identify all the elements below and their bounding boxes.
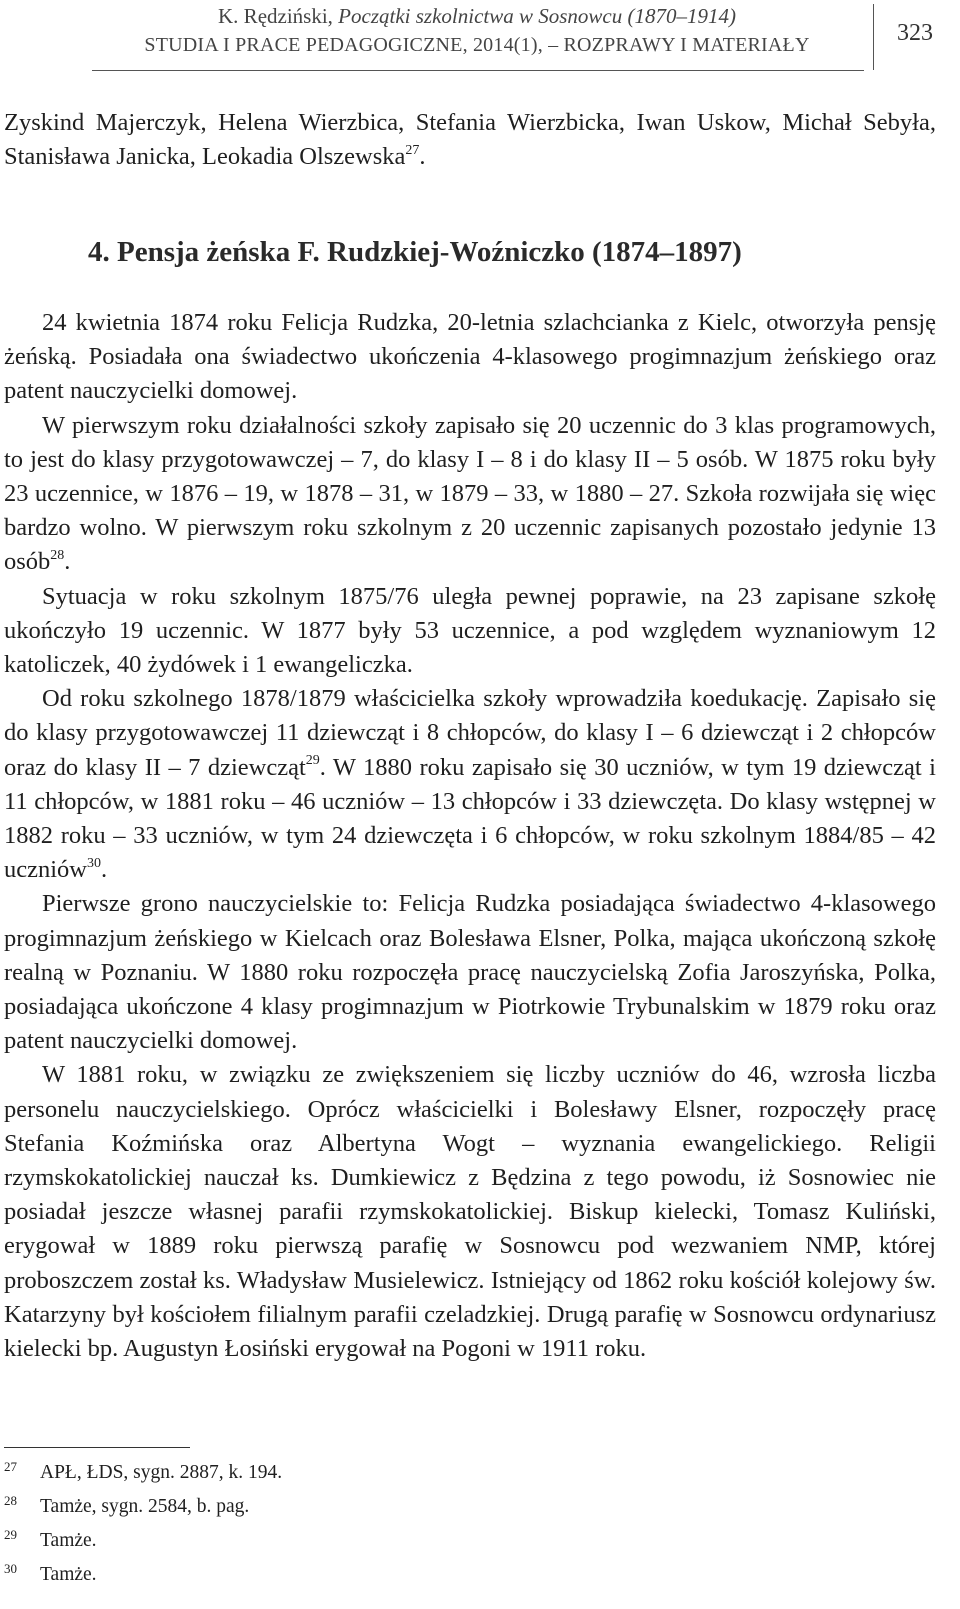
footnote-text: Tamże.: [40, 1530, 97, 1551]
paragraph-6: W 1881 roku, w związku ze zwiększeniem się liczby uczniów do 46, wzrosła liczba personelu nauczycielskiego. Oprócz właścicielki i Bolesławy Elsner, rozpoczęły pracę Stefania Koźmińska oraz Albertyna Wogt – wyznania ewangelickiego. Religii rzymskokatolickiej nauczał ks. Dumkiewicz z Będzina z tego powodu, iż Sosnowiec nie posiadał jeszcze własnej parafii rzymskokatolickiej. Biskup kielecki, Tomasz Kuliński, erygował w 1889 roku pierwszą parafię w Sosnowcu pod wezwaniem NMP, której proboszczem został ks. Władysław Musielewicz. Istniejący od 1862 roku kościół kolejowy św. Katarzyny był kościołem filialnym parafii czeladzkiej. Drugą parafię w Sosnowcu ordynariusz kielecki bp. Augustyn Łosiński erygował na Pogoni w 1911 roku.: [4, 1061, 936, 1363]
header-text: [92, 2, 862, 60]
footnote-ref-29[interactable]: 29: [305, 753, 320, 769]
paragraph-2-tail: .: [64, 548, 71, 576]
footnotes: [4, 1456, 904, 1592]
header-article-title: Początki szkolnictwa w Sosnowcu (1870–1914): [338, 4, 736, 28]
footnote-ref-28[interactable]: 28: [50, 548, 65, 564]
footnote-text: Tamże, sygn. 2584, b. pag.: [40, 1496, 250, 1517]
footnote-ref-27[interactable]: 27: [405, 143, 420, 159]
footnote-item: [4, 1490, 904, 1524]
header-rule: [92, 70, 864, 71]
footnote-number: 28: [4, 1493, 17, 1508]
paragraph-4: [4, 682, 936, 887]
paragraph-2-text: W pierwszym roku działalności szkoły zapisało się 20 uczennic do 3 klas programowych, to jest do klasy przygotowawczej – 7, do klasy I – 8 i do klasy II – 5 osób. W 1875 roku były 23 uczennice, w 1876 – 19, w 1878 – 31, w 1879 – 33, w 1880 – 27. Szkoła rozwijała się więc bardzo wolno. W pierwszym roku szkolnym z 20 uczennic zapisanych pozostało jedynie 13 osób: [4, 411, 936, 576]
footnote-item: [4, 1524, 904, 1558]
footnote-text: APŁ, ŁDS, sygn. 2887, k. 194.: [40, 1462, 283, 1483]
paragraph-4-text-b: . W 1880 roku zapisało się 30 uczniów, w tym 19 dziewcząt i 11 chłopców, w 1881 roku – 46 uczniów – 13 chłopców i 33 dziewczęta. Do klasy wstępnej w 1882 roku – 33 uczniów, w tym 24 dziewczęta i 6 chłopców, w roku szkolnym 1884/85 – 42 uczniów: [4, 753, 936, 884]
paragraph-3: Sytuacja w roku szkolnym 1875/76 uległa pewnej poprawie, na 23 zapisane szkołę ukończyło 19 uczennic. W 1877 były 53 uczennice, a pod względem wyznaniowym 12 katoliczek, 40 żydówek i 1 ewangeliczka.: [4, 582, 936, 679]
intro-text: Zyskind Majerczyk, Helena Wierzbica, Stefania Wierzbicka, Iwan Uskow, Michał Sebyła, Stanisława Janicka, Leokadia Olszewska: [4, 109, 936, 171]
section-body: [4, 306, 936, 1366]
header-vertical-rule: [873, 4, 874, 70]
paragraph-2: [4, 409, 936, 580]
paragraph-5: Pierwsze grono nauczycielskie to: Felicja Rudzka posiadająca świadectwo 4-klasowego progimnazjum żeńskiego w Kielcach oraz Bolesława Elsner, Polka, mająca ukończoną szkołę realną w Poznaniu. W 1880 roku rozpoczęła pracę nauczycielską Zofia Jaroszyńska, Polka, posiadająca ukończone 4 klasy progimnazjum w Piotrkowie Trybunalskim w 1879 roku oraz patent nauczycielki domowej.: [4, 890, 936, 1055]
section-title: 4. Pensja żeńska F. Rudzkiej-Woźniczko (1874–1897): [88, 236, 742, 268]
header-journal: STUDIA I PRACE PEDAGOGICZNE, 2014(1), – ROZPRAWY I MATERIAŁY: [144, 34, 810, 56]
intro-tail: .: [419, 143, 426, 171]
page-number: 323: [897, 20, 933, 46]
footnote-text: Tamże.: [40, 1564, 97, 1585]
footnote-number: 30: [4, 1561, 17, 1576]
intro-block: [4, 106, 936, 174]
footnote-number: 29: [4, 1527, 17, 1542]
running-header: [0, 0, 960, 80]
intro-paragraph: [4, 106, 936, 174]
footnote-item: [4, 1558, 904, 1592]
paragraph-4-tail: .: [101, 856, 108, 884]
footnote-separator: [4, 1447, 190, 1448]
header-author-line: [92, 2, 862, 30]
paragraph-1: 24 kwietnia 1874 roku Felicja Rudzka, 20-letnia szlachcianka z Kielc, otworzyła pensję żeńską. Posiadała ona świadectwo ukończenia 4-klasowego progimnazjum żeńskiego oraz patent nauczycielki domowej.: [4, 309, 936, 405]
footnote-item: [4, 1456, 904, 1490]
footnote-ref-30[interactable]: 30: [87, 856, 101, 872]
footnote-number: 27: [4, 1459, 17, 1474]
paragraph-4-text-a: Od roku szkolnego 1878/1879 właścicielka szkoły wprowadziła koedukację. Zapisało się do klasy przygotowawczej 11 dziewcząt i 8 chłopców, do klasy I – 6 dziewcząt i 2 chłopców oraz do klasy II – 7 dziewcząt: [4, 685, 936, 781]
header-author: K. Rędziński,: [218, 4, 333, 28]
